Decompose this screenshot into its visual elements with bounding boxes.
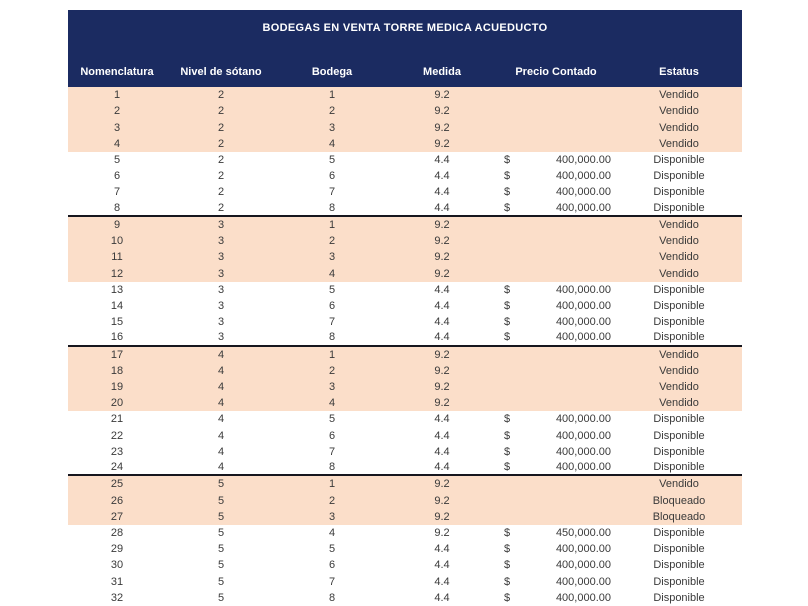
cell-nivel-de-sotano: 5 <box>217 591 225 604</box>
cell-bodega: 3 <box>328 510 336 523</box>
cell-medida: 4.4 <box>434 559 450 572</box>
cell-medida: 9.2 <box>434 510 450 523</box>
cell-estatus: Disponible <box>653 299 705 312</box>
cell-nivel-de-sotano: 2 <box>217 186 225 199</box>
cell-bodega: 8 <box>328 591 336 604</box>
currency-symbol: $ <box>504 283 511 296</box>
cell-nomenclatura: 7 <box>113 186 121 199</box>
currency-symbol: $ <box>504 591 511 604</box>
cell-nivel-de-sotano: 3 <box>217 299 225 312</box>
price-amount: 400,000.00 <box>555 429 611 442</box>
cell-medida: 9.2 <box>434 235 450 248</box>
cell-bodega: 6 <box>328 299 336 312</box>
table-row <box>68 249 742 265</box>
cell-estatus: Disponible <box>653 153 705 166</box>
table-row <box>68 590 742 606</box>
table-row <box>68 119 742 135</box>
price-amount: 400,000.00 <box>555 201 611 214</box>
cell-estatus: Disponible <box>653 527 705 540</box>
table-row <box>68 379 742 395</box>
cell-precio-contado <box>496 527 616 539</box>
currency-symbol: $ <box>504 445 511 458</box>
cell-bodega: 2 <box>328 364 336 377</box>
cell-nomenclatura: 3 <box>113 121 121 134</box>
cell-estatus: Vendido <box>659 478 699 491</box>
cell-precio-contado <box>496 559 616 571</box>
cell-precio-contado <box>496 300 616 312</box>
cell-bodega: 5 <box>328 413 336 426</box>
cell-precio-contado <box>496 284 616 296</box>
cell-medida: 9.2 <box>434 89 450 102</box>
cell-precio-contado <box>496 413 616 425</box>
cell-estatus: Vendido <box>659 121 699 134</box>
cell-precio-contado <box>496 202 616 214</box>
cell-precio-contado <box>496 170 616 182</box>
cell-estatus: Disponible <box>653 575 705 588</box>
cell-precio-contado <box>496 543 616 555</box>
cell-nomenclatura: 13 <box>110 283 124 296</box>
cell-nomenclatura: 12 <box>110 267 124 280</box>
currency-symbol: $ <box>504 461 511 474</box>
cell-estatus: Disponible <box>653 559 705 572</box>
cell-precio-contado <box>496 430 616 442</box>
cell-nomenclatura: 2 <box>113 105 121 118</box>
table-row <box>68 476 742 492</box>
cell-nivel-de-sotano: 5 <box>217 527 225 540</box>
cell-medida: 9.2 <box>434 137 450 150</box>
cell-bodega: 4 <box>328 267 336 280</box>
price-amount: 400,000.00 <box>555 591 611 604</box>
cell-medida: 4.4 <box>434 591 450 604</box>
cell-nivel-de-sotano: 3 <box>217 283 225 296</box>
cell-bodega: 3 <box>328 121 336 134</box>
cell-nomenclatura: 4 <box>113 137 121 150</box>
cell-nomenclatura: 8 <box>113 201 121 214</box>
table-row <box>68 314 742 330</box>
cell-medida: 9.2 <box>434 478 450 491</box>
price-amount: 400,000.00 <box>555 283 611 296</box>
cell-estatus: Vendido <box>659 105 699 118</box>
cell-nomenclatura: 10 <box>110 235 124 248</box>
cell-medida: 4.4 <box>434 429 450 442</box>
price-amount: 400,000.00 <box>555 299 611 312</box>
price-amount: 400,000.00 <box>555 559 611 572</box>
cell-estatus: Vendido <box>659 251 699 264</box>
cell-medida: 9.2 <box>434 381 450 394</box>
cell-bodega: 3 <box>328 381 336 394</box>
cell-bodega: 8 <box>328 461 336 474</box>
table-row <box>68 233 742 249</box>
cell-precio-contado <box>496 592 616 604</box>
cell-bodega: 1 <box>328 478 336 491</box>
cell-nivel-de-sotano: 2 <box>217 89 225 102</box>
table-row <box>68 282 742 298</box>
cell-nivel-de-sotano: 2 <box>217 153 225 166</box>
cell-estatus: Disponible <box>653 331 705 344</box>
cell-precio-contado <box>496 331 616 343</box>
cell-bodega: 7 <box>328 445 336 458</box>
cell-nivel-de-sotano: 2 <box>217 137 225 150</box>
cell-bodega: 8 <box>328 331 336 344</box>
table-row <box>68 492 742 508</box>
table-row <box>68 347 742 363</box>
cell-bodega: 6 <box>328 429 336 442</box>
table-row <box>68 136 742 152</box>
table-row <box>68 265 742 281</box>
cell-nomenclatura: 23 <box>110 445 124 458</box>
currency-symbol: $ <box>504 331 511 344</box>
table-row <box>68 184 742 200</box>
price-amount: 400,000.00 <box>555 153 611 166</box>
cell-bodega: 3 <box>328 251 336 264</box>
table-row <box>68 363 742 379</box>
cell-bodega: 5 <box>328 543 336 556</box>
currency-symbol: $ <box>504 201 511 214</box>
cell-medida: 9.2 <box>434 121 450 134</box>
currency-symbol: $ <box>504 186 511 199</box>
cell-nomenclatura: 21 <box>110 413 124 426</box>
cell-medida: 4.4 <box>434 153 450 166</box>
cell-nivel-de-sotano: 5 <box>217 575 225 588</box>
cell-precio-contado <box>496 186 616 198</box>
cell-bodega: 1 <box>328 89 336 102</box>
cell-nomenclatura: 27 <box>110 510 124 523</box>
cell-estatus: Bloqueado <box>652 510 706 523</box>
cell-nomenclatura: 20 <box>110 397 124 410</box>
cell-medida: 9.2 <box>434 494 450 507</box>
column-header-medida: Medida <box>423 66 461 78</box>
cell-nomenclatura: 18 <box>110 364 124 377</box>
cell-estatus: Vendido <box>659 381 699 394</box>
cell-bodega: 2 <box>328 235 336 248</box>
cell-medida: 4.4 <box>434 461 450 474</box>
cell-estatus: Disponible <box>653 543 705 556</box>
cell-nivel-de-sotano: 5 <box>217 510 225 523</box>
cell-nomenclatura: 17 <box>110 348 124 361</box>
price-amount: 400,000.00 <box>555 543 611 556</box>
column-header-bodega: Bodega <box>311 66 353 78</box>
price-amount: 400,000.00 <box>555 331 611 344</box>
cell-estatus: Vendido <box>659 235 699 248</box>
currency-symbol: $ <box>504 559 511 572</box>
price-amount: 400,000.00 <box>555 461 611 474</box>
cell-medida: 4.4 <box>434 445 450 458</box>
cell-estatus: Disponible <box>653 445 705 458</box>
cell-estatus: Disponible <box>653 186 705 199</box>
cell-medida: 4.4 <box>434 543 450 556</box>
cell-nivel-de-sotano: 4 <box>217 413 225 426</box>
price-amount: 400,000.00 <box>555 316 611 329</box>
table-row <box>68 525 742 541</box>
currency-symbol: $ <box>504 170 511 183</box>
cell-bodega: 1 <box>328 218 336 231</box>
table-body <box>68 87 742 606</box>
cell-medida: 9.2 <box>434 527 450 540</box>
cell-nomenclatura: 28 <box>110 527 124 540</box>
table-header <box>68 10 742 87</box>
cell-nivel-de-sotano: 4 <box>217 381 225 394</box>
cell-nivel-de-sotano: 2 <box>217 121 225 134</box>
price-amount: 400,000.00 <box>555 186 611 199</box>
cell-nivel-de-sotano: 4 <box>217 348 225 361</box>
cell-nomenclatura: 16 <box>110 331 124 344</box>
table-row <box>68 298 742 314</box>
price-amount: 400,000.00 <box>555 170 611 183</box>
cell-estatus: Disponible <box>653 429 705 442</box>
cell-bodega: 5 <box>328 153 336 166</box>
cell-nomenclatura: 15 <box>110 316 124 329</box>
table-row <box>68 217 742 233</box>
cell-estatus: Disponible <box>653 461 705 474</box>
cell-nivel-de-sotano: 3 <box>217 218 225 231</box>
cell-precio-contado <box>496 446 616 458</box>
cell-estatus: Disponible <box>653 201 705 214</box>
table-row <box>68 103 742 119</box>
cell-medida: 9.2 <box>434 218 450 231</box>
cell-medida: 4.4 <box>434 186 450 199</box>
cell-medida: 4.4 <box>434 299 450 312</box>
cell-bodega: 1 <box>328 348 336 361</box>
cell-bodega: 7 <box>328 575 336 588</box>
column-header-nomenclatura: Nomenclatura <box>80 66 154 78</box>
column-header-row <box>68 66 742 78</box>
price-amount: 400,000.00 <box>555 575 611 588</box>
cell-medida: 4.4 <box>434 201 450 214</box>
cell-nomenclatura: 9 <box>113 218 121 231</box>
cell-medida: 4.4 <box>434 575 450 588</box>
table-row <box>68 509 742 525</box>
cell-nomenclatura: 26 <box>110 494 124 507</box>
cell-nomenclatura: 1 <box>113 89 121 102</box>
cell-nomenclatura: 29 <box>110 543 124 556</box>
cell-estatus: Bloqueado <box>652 494 706 507</box>
cell-estatus: Vendido <box>659 89 699 102</box>
cell-medida: 4.4 <box>434 283 450 296</box>
cell-medida: 4.4 <box>434 316 450 329</box>
cell-nivel-de-sotano: 5 <box>217 559 225 572</box>
cell-medida: 9.2 <box>434 267 450 280</box>
cell-medida: 9.2 <box>434 105 450 118</box>
cell-nivel-de-sotano: 3 <box>217 251 225 264</box>
cell-nivel-de-sotano: 5 <box>217 543 225 556</box>
cell-nomenclatura: 31 <box>110 575 124 588</box>
cell-nivel-de-sotano: 3 <box>217 316 225 329</box>
cell-medida: 9.2 <box>434 251 450 264</box>
cell-nivel-de-sotano: 3 <box>217 331 225 344</box>
column-header-precio-contado: Precio Contado <box>515 66 597 78</box>
cell-nomenclatura: 22 <box>110 429 124 442</box>
cell-precio-contado <box>496 576 616 588</box>
cell-bodega: 2 <box>328 494 336 507</box>
cell-nomenclatura: 11 <box>111 251 123 264</box>
cell-estatus: Vendido <box>659 137 699 150</box>
price-amount: 450,000.00 <box>555 527 611 540</box>
table-row <box>68 87 742 103</box>
currency-symbol: $ <box>504 153 511 166</box>
table-row <box>68 201 742 217</box>
table-row <box>68 411 742 427</box>
cell-nomenclatura: 30 <box>110 559 124 572</box>
cell-estatus: Vendido <box>659 348 699 361</box>
currency-symbol: $ <box>504 316 511 329</box>
cell-nivel-de-sotano: 4 <box>217 461 225 474</box>
cell-precio-contado <box>496 154 616 166</box>
cell-estatus: Vendido <box>659 218 699 231</box>
cell-bodega: 7 <box>328 316 336 329</box>
cell-nivel-de-sotano: 2 <box>217 170 225 183</box>
cell-medida: 9.2 <box>434 364 450 377</box>
cell-nivel-de-sotano: 4 <box>217 397 225 410</box>
cell-bodega: 2 <box>328 105 336 118</box>
cell-estatus: Disponible <box>653 283 705 296</box>
table-row <box>68 428 742 444</box>
cell-nomenclatura: 32 <box>110 591 124 604</box>
currency-symbol: $ <box>504 429 511 442</box>
cell-nomenclatura: 6 <box>113 170 121 183</box>
cell-estatus: Disponible <box>653 316 705 329</box>
table-row <box>68 460 742 476</box>
cell-nivel-de-sotano: 3 <box>217 235 225 248</box>
table-row <box>68 330 742 346</box>
currency-symbol: $ <box>504 527 511 540</box>
cell-precio-contado <box>496 461 616 473</box>
cell-nivel-de-sotano: 4 <box>217 429 225 442</box>
cell-nomenclatura: 19 <box>110 381 124 394</box>
cell-estatus: Disponible <box>653 170 705 183</box>
cell-medida: 4.4 <box>434 331 450 344</box>
currency-symbol: $ <box>504 413 511 426</box>
cell-bodega: 6 <box>328 170 336 183</box>
table-row <box>68 395 742 411</box>
price-amount: 400,000.00 <box>555 413 611 426</box>
cell-bodega: 6 <box>328 559 336 572</box>
cell-nivel-de-sotano: 5 <box>217 494 225 507</box>
price-amount: 400,000.00 <box>555 445 611 458</box>
cell-estatus: Disponible <box>653 591 705 604</box>
cell-nomenclatura: 24 <box>110 461 124 474</box>
cell-nivel-de-sotano: 5 <box>217 478 225 491</box>
cell-nomenclatura: 5 <box>113 153 121 166</box>
table-title: BODEGAS EN VENTA TORRE MEDICA ACUEDUCTO <box>262 22 548 34</box>
cell-bodega: 5 <box>328 283 336 296</box>
cell-nivel-de-sotano: 4 <box>217 445 225 458</box>
cell-estatus: Disponible <box>653 413 705 426</box>
cell-nivel-de-sotano: 3 <box>217 267 225 280</box>
cell-precio-contado <box>496 316 616 328</box>
cell-medida: 9.2 <box>434 348 450 361</box>
currency-symbol: $ <box>504 543 511 556</box>
table-row <box>68 574 742 590</box>
column-header-estatus: Estatus <box>659 66 699 78</box>
cell-medida: 4.4 <box>434 413 450 426</box>
cell-nivel-de-sotano: 4 <box>217 364 225 377</box>
cell-nomenclatura: 14 <box>110 299 124 312</box>
table-row <box>68 557 742 573</box>
bodegas-table <box>68 10 742 606</box>
cell-estatus: Vendido <box>659 267 699 280</box>
cell-nivel-de-sotano: 2 <box>217 105 225 118</box>
table-row <box>68 168 742 184</box>
table-row <box>68 152 742 168</box>
cell-estatus: Vendido <box>659 397 699 410</box>
currency-symbol: $ <box>504 299 511 312</box>
cell-bodega: 7 <box>328 186 336 199</box>
column-header-nivel-de-sotano: Nivel de sótano <box>180 66 262 78</box>
currency-symbol: $ <box>504 575 511 588</box>
cell-bodega: 4 <box>328 397 336 410</box>
cell-medida: 4.4 <box>434 170 450 183</box>
cell-medida: 9.2 <box>434 397 450 410</box>
cell-bodega: 4 <box>328 137 336 150</box>
table-row <box>68 444 742 460</box>
cell-nomenclatura: 25 <box>110 478 124 491</box>
cell-nivel-de-sotano: 2 <box>217 201 225 214</box>
cell-bodega: 8 <box>328 201 336 214</box>
cell-estatus: Vendido <box>659 364 699 377</box>
cell-bodega: 4 <box>328 527 336 540</box>
table-row <box>68 541 742 557</box>
